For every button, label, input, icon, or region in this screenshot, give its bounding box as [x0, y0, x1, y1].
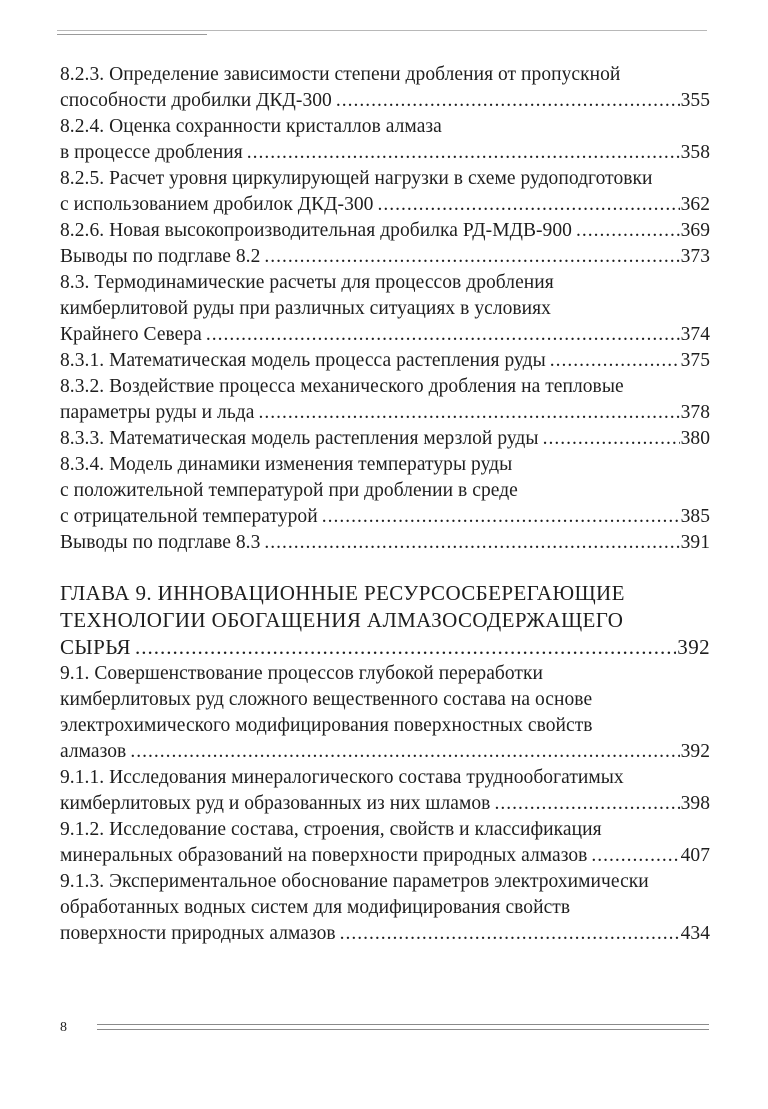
toc-page-number: 373	[680, 246, 710, 267]
toc-entry-text: кимберлитовых руд сложного вещественного состава на основе	[60, 689, 593, 710]
toc-page-number: 358	[680, 142, 710, 163]
toc-entry-text: 8.2.3. Определение зависимости степени дробления от пропускной	[60, 64, 621, 85]
toc-entry-8-3-4	[60, 452, 710, 530]
toc-page-number: 392	[677, 635, 710, 659]
toc-page-number: 434	[680, 923, 710, 944]
toc-entry-text: электрохимического модифицирования поверхностных свойств	[60, 715, 593, 736]
toc-page-number: 398	[680, 793, 710, 814]
header-rule	[57, 30, 707, 31]
table-of-contents	[60, 62, 710, 947]
dot-leader	[377, 192, 679, 218]
dot-leader	[494, 791, 679, 817]
toc-entry-conclusions-8-2	[60, 244, 710, 270]
dot-leader	[264, 244, 679, 270]
toc-page-number: 378	[680, 402, 710, 423]
toc-entry-text: поверхности природных алмазов	[60, 923, 336, 944]
toc-page-number: 392	[680, 741, 710, 762]
toc-entry-8-2-5	[60, 166, 710, 218]
toc-entry-8-3	[60, 270, 710, 348]
toc-entry-text: 8.2.6. Новая высокопроизводительная дробилка РД-МДВ-900	[60, 220, 572, 241]
dot-leader	[340, 921, 680, 947]
toc-entry-conclusions-8-3	[60, 530, 710, 556]
toc-page-number: 407	[680, 845, 710, 866]
toc-entry-8-3-2	[60, 374, 710, 426]
toc-entry-text: алмазов	[60, 741, 127, 762]
section-gap	[60, 556, 710, 580]
toc-page-number: 375	[680, 350, 710, 371]
toc-entry-8-2-3	[60, 62, 710, 114]
chapter-title: ТЕХНОЛОГИИ ОБОГАЩЕНИЯ АЛМАЗОСОДЕРЖАЩЕГО	[60, 608, 624, 632]
toc-entry-text: 8.2.5. Расчет уровня циркулирующей нагрузки в схеме рудоподготовки	[60, 168, 653, 189]
dot-leader	[135, 634, 676, 661]
dot-leader	[550, 348, 680, 374]
toc-entry-text: 8.3.4. Модель динамики изменения температуры руды	[60, 454, 513, 475]
toc-page-number: 385	[680, 506, 710, 527]
toc-entry-text: 9.1. Совершенствование процессов глубокой переработки	[60, 663, 543, 684]
toc-entry-9-1-3	[60, 869, 710, 947]
toc-entry-text: параметры руды и льда	[60, 402, 255, 423]
toc-entry-text: 8.3. Термодинамические расчеты для процессов дробления	[60, 272, 554, 293]
chapter-title: ГЛАВА 9. ИННОВАЦИОННЫЕ РЕСУРСОСБЕРЕГАЮЩИЕ	[60, 581, 625, 605]
dot-leader	[591, 843, 679, 869]
toc-entry-text: кимберлитовых руд и образованных из них шламов	[60, 793, 491, 814]
toc-entry-text: в процессе дробления	[60, 142, 243, 163]
toc-page-number: 374	[680, 324, 710, 345]
toc-entry-8-2-6	[60, 218, 710, 244]
dot-leader	[336, 88, 680, 114]
toc-page-number: 380	[680, 428, 710, 449]
chapter-title: СЫРЬЯ	[60, 635, 131, 659]
dot-leader	[247, 140, 680, 166]
toc-entry-text: 8.2.4. Оценка сохранности кристаллов алмаза	[60, 116, 442, 137]
toc-page-number: 362	[680, 194, 710, 215]
toc-entry-8-3-1	[60, 348, 710, 374]
toc-entry-text: Выводы по подглаве 8.3	[60, 532, 261, 553]
toc-entry-text: 9.1.3. Экспериментальное обоснование параметров электрохимически	[60, 871, 649, 892]
toc-entry-text: с использованием дробилок ДКД-300	[60, 194, 374, 215]
dot-leader	[206, 322, 680, 348]
toc-entry-text: 8.3.3. Математическая модель растепления мерзлой руды	[60, 428, 539, 449]
toc-entry-text: Крайнего Севера	[60, 324, 202, 345]
footer-page-number: 8	[60, 1020, 67, 1035]
dot-leader	[576, 218, 680, 244]
dot-leader	[258, 400, 679, 426]
toc-entry-text: 8.3.1. Математическая модель процесса растепления руды	[60, 350, 546, 371]
toc-entry-text: Выводы по подглаве 8.2	[60, 246, 261, 267]
toc-entry-text: 9.1.2. Исследование состава, строения, свойств и классификация	[60, 819, 602, 840]
toc-page-number: 355	[680, 90, 710, 111]
dot-leader	[130, 739, 679, 765]
toc-entry-text: кимберлитовой руды при различных ситуациях в условиях	[60, 298, 551, 319]
toc-entry-text: способности дробилки ДКД-300	[60, 90, 332, 111]
toc-page-number: 369	[680, 220, 710, 241]
footer-rule	[97, 1024, 709, 1025]
dot-leader	[543, 426, 680, 452]
toc-entry-text: с отрицательной температурой	[60, 506, 318, 527]
toc-entry-9-1	[60, 661, 710, 765]
toc-entry-8-2-4	[60, 114, 710, 166]
toc-page-number: 391	[680, 532, 710, 553]
toc-entry-9-1-2	[60, 817, 710, 869]
toc-entry-9-1-1	[60, 765, 710, 817]
toc-entry-text: 8.3.2. Воздействие процесса механического дробления на тепловые	[60, 376, 624, 397]
dot-leader	[264, 530, 679, 556]
toc-entry-text: 9.1.1. Исследования минералогического состава труднообогатимых	[60, 767, 624, 788]
footer-rule	[97, 1029, 709, 1030]
toc-chapter-9	[60, 580, 710, 661]
dot-leader	[322, 504, 680, 530]
toc-entry-text: обработанных водных систем для модифицирования свойств	[60, 897, 571, 918]
toc-entry-8-3-3	[60, 426, 710, 452]
header-rule-accent	[57, 34, 207, 35]
toc-entry-text: минеральных образований на поверхности природных алмазов	[60, 845, 588, 866]
toc-entry-text: с положительной температурой при дроблении в среде	[60, 480, 518, 501]
